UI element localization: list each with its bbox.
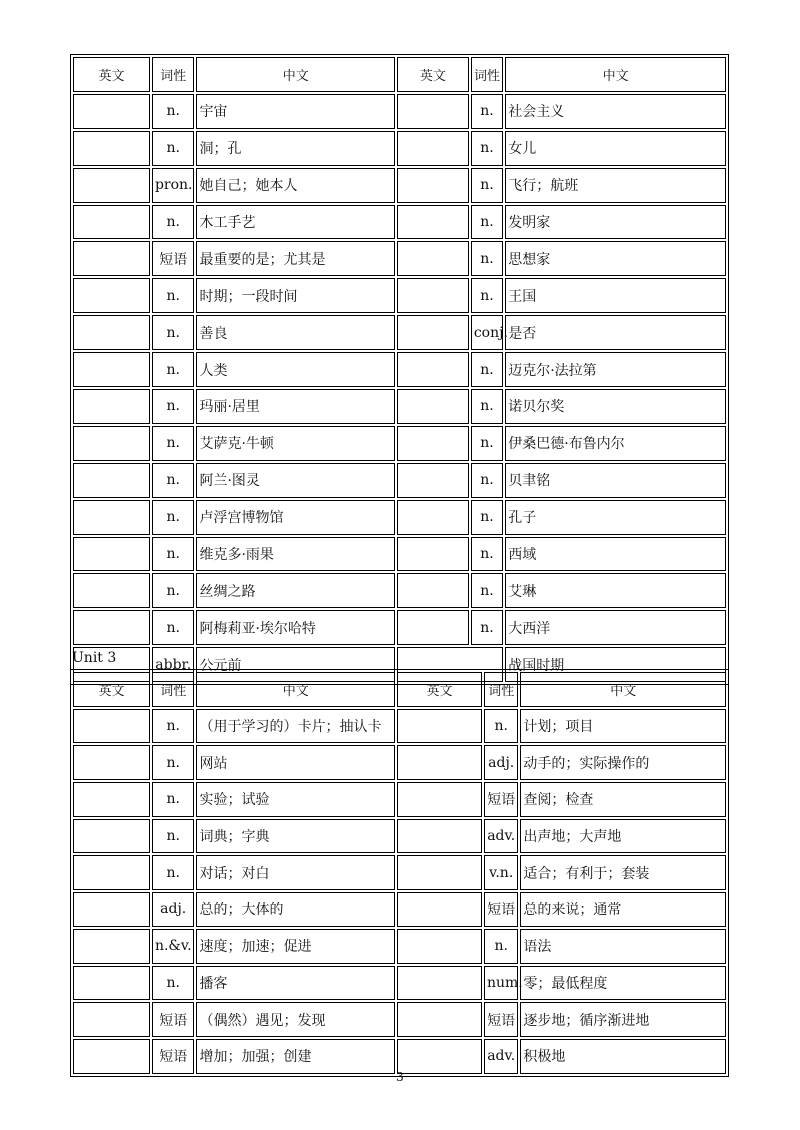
chinese-cell: 速度；加速；促进 xyxy=(196,929,394,964)
pos-cell: n. xyxy=(471,463,503,498)
table-row xyxy=(73,537,726,572)
pos-cell: adv. xyxy=(484,1039,518,1074)
table-row xyxy=(73,819,726,854)
header-pos: 词性 xyxy=(152,57,195,92)
vocab-table-1 xyxy=(70,54,729,685)
pos-cell: n. xyxy=(471,94,503,129)
header-english: 英文 xyxy=(73,672,150,707)
english-blank-cell[interactable] xyxy=(73,709,150,744)
table-row xyxy=(73,131,726,166)
pos-cell: n. xyxy=(152,352,195,387)
table-row xyxy=(73,352,726,387)
pos-cell: num. xyxy=(484,966,518,1001)
vocab-table-2-body xyxy=(73,709,726,1074)
chinese-cell: 实验；试验 xyxy=(196,782,394,817)
chinese-cell: 宇宙 xyxy=(196,94,394,129)
pos-cell: adv. xyxy=(484,819,518,854)
chinese-cell: 女儿 xyxy=(505,131,726,166)
pos-cell: conj. xyxy=(471,315,503,350)
chinese-cell: 时期；一段时间 xyxy=(196,278,394,313)
english-blank-cell[interactable] xyxy=(397,500,469,535)
chinese-cell: 战国时期 xyxy=(505,647,726,682)
english-blank-cell[interactable] xyxy=(73,966,150,1001)
pos-cell: n. xyxy=(152,745,195,780)
chinese-cell: 洞；孔 xyxy=(196,131,394,166)
english-blank-cell[interactable] xyxy=(397,745,482,780)
chinese-cell: 网站 xyxy=(196,745,394,780)
table-row xyxy=(73,205,726,240)
pos-cell: n. xyxy=(471,610,503,645)
pos-cell: n. xyxy=(471,352,503,387)
chinese-cell: 孔子 xyxy=(505,500,726,535)
header-chinese: 中文 xyxy=(520,672,726,707)
english-blank-cell[interactable] xyxy=(397,131,469,166)
table-row xyxy=(73,1039,726,1074)
chinese-cell: 玛丽·居里 xyxy=(196,389,394,424)
pos-cell: n. xyxy=(471,241,503,276)
table-row xyxy=(73,1002,726,1037)
header-pos: 词性 xyxy=(152,672,195,707)
english-blank-cell[interactable] xyxy=(73,819,150,854)
english-blank-cell[interactable] xyxy=(73,500,150,535)
header-english: 英文 xyxy=(397,57,469,92)
english-blank-cell[interactable] xyxy=(73,389,150,424)
header-pos: 词性 xyxy=(484,672,518,707)
chinese-cell: 社会主义 xyxy=(505,94,726,129)
chinese-cell: 对话；对白 xyxy=(196,855,394,890)
english-blank-cell[interactable] xyxy=(397,855,482,890)
chinese-cell: 贝聿铭 xyxy=(505,463,726,498)
header-english: 英文 xyxy=(397,672,482,707)
chinese-cell: 伊桑巴德·布鲁内尔 xyxy=(505,426,726,461)
chinese-cell: 词典；字典 xyxy=(196,819,394,854)
english-blank-cell[interactable] xyxy=(73,463,150,498)
english-blank-cell[interactable] xyxy=(73,745,150,780)
english-blank-cell[interactable] xyxy=(397,966,482,1001)
pos-cell: n. xyxy=(152,131,195,166)
pos-cell: n. xyxy=(471,500,503,535)
pos-cell: 短语 xyxy=(152,241,195,276)
english-blank-cell[interactable] xyxy=(73,573,150,608)
english-blank-cell[interactable] xyxy=(397,929,482,964)
vocab-table-2 xyxy=(70,669,729,1077)
chinese-cell: 总的来说；通常 xyxy=(520,892,726,927)
english-blank-cell[interactable] xyxy=(397,426,469,461)
pos-cell: n. xyxy=(471,278,503,313)
chinese-cell: 善良 xyxy=(196,315,394,350)
pos-cell: n. xyxy=(152,610,195,645)
english-blank-cell[interactable] xyxy=(397,389,469,424)
chinese-cell: 丝绸之路 xyxy=(196,573,394,608)
pos-cell: n. xyxy=(152,278,195,313)
pos-cell: n. xyxy=(152,573,195,608)
pos-cell: n.&v. xyxy=(152,929,195,964)
pos-cell: n. xyxy=(484,929,518,964)
english-blank-cell[interactable] xyxy=(397,463,469,498)
chinese-cell: 王国 xyxy=(505,278,726,313)
english-blank-cell[interactable] xyxy=(73,892,150,927)
table-row xyxy=(73,929,726,964)
pos-cell: 短语 xyxy=(484,782,518,817)
pos-cell: n. xyxy=(152,463,195,498)
english-blank-cell[interactable] xyxy=(73,168,150,203)
chinese-cell: 查阅；检查 xyxy=(520,782,726,817)
chinese-cell: 适合；有利于；套装 xyxy=(520,855,726,890)
chinese-cell: 木工手艺 xyxy=(196,205,394,240)
chinese-cell: 艾琳 xyxy=(505,573,726,608)
pos-cell: n. xyxy=(471,573,503,608)
pos-cell: n. xyxy=(471,389,503,424)
english-blank-cell[interactable] xyxy=(73,610,150,645)
english-blank-cell[interactable] xyxy=(397,819,482,854)
pos-cell: n. xyxy=(471,537,503,572)
pos-cell: n. xyxy=(152,709,195,744)
english-blank-cell[interactable] xyxy=(397,1039,482,1074)
pos-cell: n. xyxy=(152,819,195,854)
table-row xyxy=(73,278,726,313)
english-blank-cell[interactable] xyxy=(73,352,150,387)
english-blank-cell[interactable] xyxy=(73,241,150,276)
pos-cell: n. xyxy=(471,131,503,166)
table-row xyxy=(73,573,726,608)
english-blank-cell[interactable] xyxy=(73,929,150,964)
english-blank-cell[interactable] xyxy=(73,1039,150,1074)
english-blank-cell[interactable] xyxy=(397,205,469,240)
table-row xyxy=(73,500,726,535)
chinese-cell: （用于学习的）卡片；抽认卡 xyxy=(196,709,394,744)
english-blank-cell[interactable] xyxy=(397,352,469,387)
page-number: 3 xyxy=(396,1070,404,1084)
chinese-cell: 是否 xyxy=(505,315,726,350)
header-chinese: 中文 xyxy=(196,672,394,707)
chinese-cell: 发明家 xyxy=(505,205,726,240)
pos-cell: n. xyxy=(152,205,195,240)
english-blank-cell[interactable] xyxy=(397,94,469,129)
pos-cell: v.n. xyxy=(484,855,518,890)
table-row xyxy=(73,892,726,927)
chinese-cell: 动手的；实际操作的 xyxy=(520,745,726,780)
header-english: 英文 xyxy=(73,57,150,92)
english-blank-cell[interactable] xyxy=(73,278,150,313)
vocab-table-1-body xyxy=(73,94,726,682)
pos-cell: adj. xyxy=(484,745,518,780)
table-row xyxy=(73,389,726,424)
english-blank-cell[interactable] xyxy=(73,315,150,350)
unit-title: Unit 3 xyxy=(72,650,117,666)
table-row xyxy=(73,966,726,1001)
chinese-cell: 积极地 xyxy=(520,1039,726,1074)
table-row xyxy=(73,855,726,890)
chinese-cell: 逐步地；循序渐进地 xyxy=(520,1002,726,1037)
table-row xyxy=(73,315,726,350)
chinese-cell: 飞行；航班 xyxy=(505,168,726,203)
chinese-cell: 她自己；她本人 xyxy=(196,168,394,203)
pos-cell: n. xyxy=(152,94,195,129)
pos-cell: 短语 xyxy=(152,1039,195,1074)
pos-cell: n. xyxy=(152,537,195,572)
table-row xyxy=(73,94,726,129)
pos-cell: n. xyxy=(484,709,518,744)
header-row xyxy=(73,57,726,92)
header-chinese: 中文 xyxy=(505,57,726,92)
english-blank-cell[interactable] xyxy=(397,315,469,350)
chinese-cell: 艾萨克·牛顿 xyxy=(196,426,394,461)
chinese-cell: 零；最低程度 xyxy=(520,966,726,1001)
chinese-cell: 阿兰·图灵 xyxy=(196,463,394,498)
pos-cell: 短语 xyxy=(484,892,518,927)
chinese-cell: 计划；项目 xyxy=(520,709,726,744)
table-row xyxy=(73,610,726,645)
english-blank-cell[interactable] xyxy=(73,205,150,240)
english-blank-cell[interactable] xyxy=(397,709,482,744)
pos-cell: 短语 xyxy=(484,1002,518,1037)
english-blank-cell[interactable] xyxy=(73,537,150,572)
english-blank-cell[interactable] xyxy=(397,782,482,817)
chinese-cell: 人类 xyxy=(196,352,394,387)
english-blank-cell[interactable] xyxy=(73,94,150,129)
pos-cell: n. xyxy=(471,205,503,240)
chinese-cell: 最重要的是；尤其是 xyxy=(196,241,394,276)
english-blank-cell[interactable] xyxy=(397,610,469,645)
pos-cell: n. xyxy=(152,782,195,817)
chinese-cell: 增加；加强；创建 xyxy=(196,1039,394,1074)
english-blank-cell[interactable] xyxy=(73,131,150,166)
table-row xyxy=(73,426,726,461)
table-row xyxy=(73,168,726,203)
chinese-cell: 总的；大体的 xyxy=(196,892,394,927)
table-row xyxy=(73,782,726,817)
chinese-cell: 维克多·雨果 xyxy=(196,537,394,572)
chinese-cell: 西域 xyxy=(505,537,726,572)
english-blank-cell[interactable] xyxy=(397,241,469,276)
chinese-cell: 公元前 xyxy=(196,647,394,682)
table-row xyxy=(73,241,726,276)
english-blank-cell[interactable] xyxy=(397,1002,482,1037)
chinese-cell: 迈克尔·法拉第 xyxy=(505,352,726,387)
chinese-cell: 思想家 xyxy=(505,241,726,276)
pos-cell: n. xyxy=(152,500,195,535)
english-blank-cell[interactable] xyxy=(397,168,469,203)
english-blank-cell[interactable] xyxy=(397,573,469,608)
chinese-cell: （偶然）遇见；发现 xyxy=(196,1002,394,1037)
header-chinese: 中文 xyxy=(196,57,394,92)
chinese-cell: 大西洋 xyxy=(505,610,726,645)
table-row xyxy=(73,463,726,498)
pos-cell: n. xyxy=(152,315,195,350)
chinese-cell: 阿梅莉亚·埃尔哈特 xyxy=(196,610,394,645)
pos-cell: n. xyxy=(152,426,195,461)
header-pos: 词性 xyxy=(471,57,503,92)
pos-cell: n. xyxy=(471,426,503,461)
english-blank-cell[interactable] xyxy=(73,1002,150,1037)
pos-cell: adj. xyxy=(152,892,195,927)
pos-cell: n. xyxy=(471,168,503,203)
pos-cell: pron. xyxy=(152,168,195,203)
table-row xyxy=(73,709,726,744)
english-blank-cell[interactable] xyxy=(73,426,150,461)
chinese-cell: 语法 xyxy=(520,929,726,964)
pos-cell: n. xyxy=(152,389,195,424)
pos-cell: abbr. xyxy=(152,647,195,682)
chinese-cell: 卢浮宫博物馆 xyxy=(196,500,394,535)
english-blank-cell[interactable] xyxy=(73,855,150,890)
chinese-cell: 诺贝尔奖 xyxy=(505,389,726,424)
english-blank-cell[interactable] xyxy=(73,782,150,817)
chinese-cell: 播客 xyxy=(196,966,394,1001)
chinese-cell: 出声地；大声地 xyxy=(520,819,726,854)
table-row xyxy=(73,745,726,780)
pos-cell: 短语 xyxy=(152,1002,195,1037)
english-blank-cell[interactable] xyxy=(397,537,469,572)
pos-cell: n. xyxy=(152,855,195,890)
pos-cell: n. xyxy=(152,966,195,1001)
header-row xyxy=(73,672,726,707)
english-blank-cell[interactable] xyxy=(397,892,482,927)
english-blank-cell[interactable] xyxy=(397,278,469,313)
